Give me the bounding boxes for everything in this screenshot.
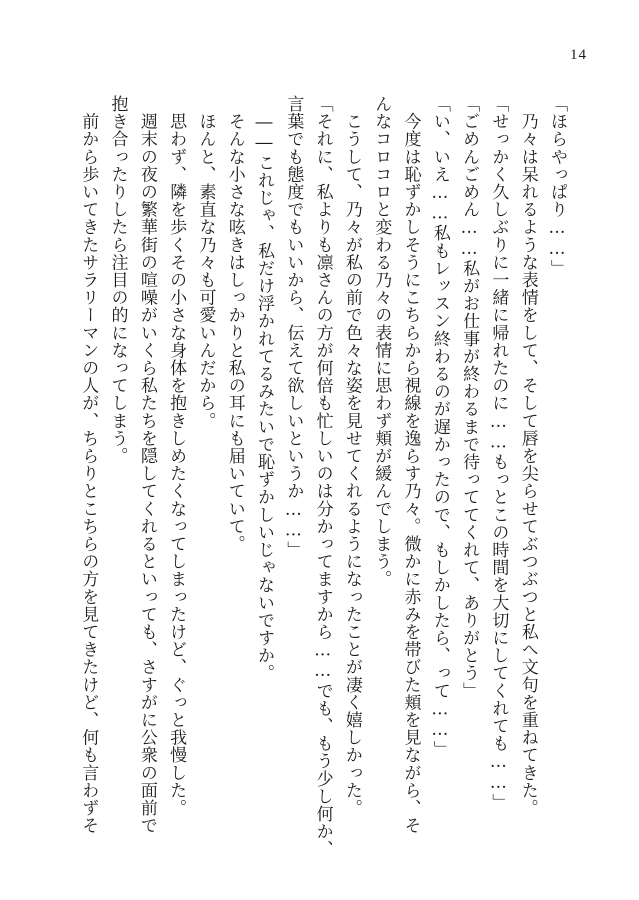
novel-text-block	[73, 95, 571, 865]
text-line: 「ごめんごめん……私がお仕事が終わるまで待っててくれて、ありがとう」	[459, 95, 480, 700]
text-line: 乃々は呆れるような表情をして、そして唇を尖らせてぶつぶつと私へ文句を重ねてきた。	[517, 95, 538, 817]
text-line: 週末の夜の繁華街の喧噪がいくら私たちを隠してくれるといっても、さすがに公衆の面前で	[136, 95, 157, 835]
page-number: 14	[570, 47, 587, 63]
text-line: 「い、いえ……私もレッスン終わるのが遅かったので、もしかしたら、って……」	[429, 95, 450, 759]
text-line: 「せっかく久しぶりに一緒に帰れたのに……もっとこの時間を大切にしてくれても……」	[488, 95, 509, 811]
text-line: こうして、乃々が私の前で色々な姿を見せてくれるようになったことが凄く嬉しかった。	[341, 95, 362, 817]
text-line: ――これじゃ、私だけ浮かれてるみたいで恥ずかしいじゃないですか。	[254, 95, 275, 682]
text-line: 思わず、隣を歩くその小さな身体を抱きしめたくなってしまったけど、ぐっと我慢した。	[166, 95, 187, 817]
text-line: 「ほらやっぱり……」	[547, 95, 567, 277]
text-line: 今度は恥ずかしそうにこちらから視線を逸らす乃々。微かに赤みを帯びた頬を見ながら、そ	[400, 95, 421, 835]
text-line: んなコロコロと変わる乃々の表情に思わず頬が緩んでしまう。	[371, 95, 392, 588]
text-line: 言葉でも態度でもいいから、伝えて欲しいというか……」	[283, 95, 304, 559]
text-line: そんな小さな呟きはしっかりと私の耳にも届いていて。	[224, 95, 245, 553]
text-line: 抱き合ったりしたら注目の的になってしまう。	[107, 95, 128, 465]
text-line: 前から歩いてきたサラリーマンの人が、ちらりとこちらの方を見てきたけど、何も言わずそ	[78, 95, 99, 835]
text-line: 「それに、私よりも凛さんの方が何倍も忙しいのは分かってますから……でも、もう少し何か、	[312, 95, 333, 858]
text-line: ほんと、素直な乃々も可愛いんだから。	[195, 95, 216, 430]
